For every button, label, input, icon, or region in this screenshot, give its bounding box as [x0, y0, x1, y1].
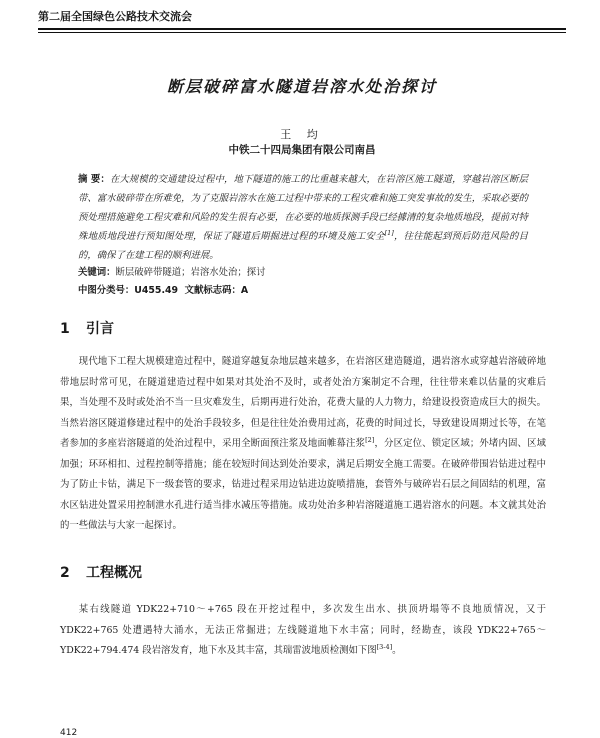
- section-2-body: [60, 600, 546, 662]
- section-2-number: 2: [60, 565, 70, 581]
- section-1-heading: [60, 318, 114, 338]
- citation: [2]: [365, 435, 375, 444]
- para-text: ，分区定位、锁定区域；外堵内固、区域加强；环环相扣、过程控制等措施；能在较短时间达到处治要求，满足后期安全施工需要。在破碎带围岩钻进过程中为了防止卡钻，满足下一级套管的要求，钻进过程采用边钻进边旋喷措施，套管外与破碎岩石层之间固结的机理，富水区钻进处置采用控制泄水孔进行适当排水减压等措施。成功处治多种岩溶隧道施工遇岩溶水的问题。本文就其处治的一些做法与大家一起探讨。: [60, 438, 546, 531]
- section-1-title: 引言: [86, 321, 114, 337]
- abstract: [78, 170, 528, 265]
- page-number: 412: [60, 728, 78, 738]
- paper-title: 断层破碎富水隧道岩溶水处治探讨: [166, 77, 437, 96]
- header-text: 第二届全国绿色公路技术交流会: [38, 10, 192, 23]
- page-header: [38, 8, 566, 30]
- affiliation: 中铁二十四局集团有限公司南昌: [228, 144, 376, 156]
- abstract-label: 摘 要：: [78, 174, 110, 185]
- abstract-ref: [1]: [384, 228, 394, 237]
- author: 王 均: [280, 128, 324, 141]
- section-2-heading: [60, 562, 142, 582]
- paragraph: [60, 352, 546, 537]
- clc-value: U455.49: [134, 285, 179, 296]
- section-1-body: [60, 352, 546, 537]
- keywords: [78, 264, 528, 282]
- abstract-text: 在大规模的交通建设过程中，地下隧道的施工的比重越来越大，在岩溶区施工隧道，穿越岩溶区断层带、富水破碎带在所难免，为了克服岩溶水在施工过程中带来的工程灾难和施工突发事故的发生，采取必要的预处理措施避免工程灾难和风险的发生很有必要，在必要的地质探测手段已经據清的复杂地质地段，提前对特殊地质地段进行预知图处理，保证了隧道后期掘进过程的环境及施工安全: [78, 174, 529, 242]
- doc-code-value: A: [240, 285, 249, 296]
- paragraph: [60, 600, 546, 662]
- keywords-label: 关键词：: [78, 267, 116, 278]
- para-text: 某右线隧道 YDK22+710～+765 段在开挖过程中，多次发生出水、拱顶坍塌等不良地质情况，又于YDK22+765 处遭遇特大涌水，无法正常掘进；左线隧道地下水丰富；同时，经勘查，该段 YDK22+765～YDK22+794.474 段岩溶发育，地下水及其丰富，其瑞雷波地质检测如下图: [60, 604, 546, 656]
- clc-label: 中图分类号：: [78, 285, 135, 296]
- section-2-title: 工程概况: [86, 565, 142, 581]
- classification: [78, 282, 528, 300]
- doc-code-label: 文献标志码：: [184, 285, 241, 296]
- abstract-text-end: ，往往能起到预后防范风险的目的，确保了在建工程的顺利进展。: [78, 231, 528, 261]
- section-1-number: 1: [60, 321, 70, 337]
- para-text: 现代地下工程大规模建造过程中，隧道穿越复杂地层越来越多，在岩溶区建造隧道，遇岩溶水或穿越岩溶破碎地带地层时常可见，在隧道建造过程中如果对其处治不及时，或者处治方案制定不合理，往往带来难以估量的灾难后果，当处理不及时或处治不当一旦灾难发生，后期再进行处治，花费大量的人力物力，给建设投资造成巨大的损失。当然岩溶区隧道修建过程中的处治手段较多，但是往往处治费用过高，花费的时间过长，导致建设周期过长等，在笔者参加的多座岩溶隧道的处治过程中，采用全断面预注浆及地面帷幕注浆: [60, 356, 546, 449]
- para-text: 。: [392, 645, 402, 656]
- keywords-text: 断层破碎带隧道；岩溶水处治；探讨: [115, 267, 266, 278]
- citation: [3-4]: [376, 642, 393, 651]
